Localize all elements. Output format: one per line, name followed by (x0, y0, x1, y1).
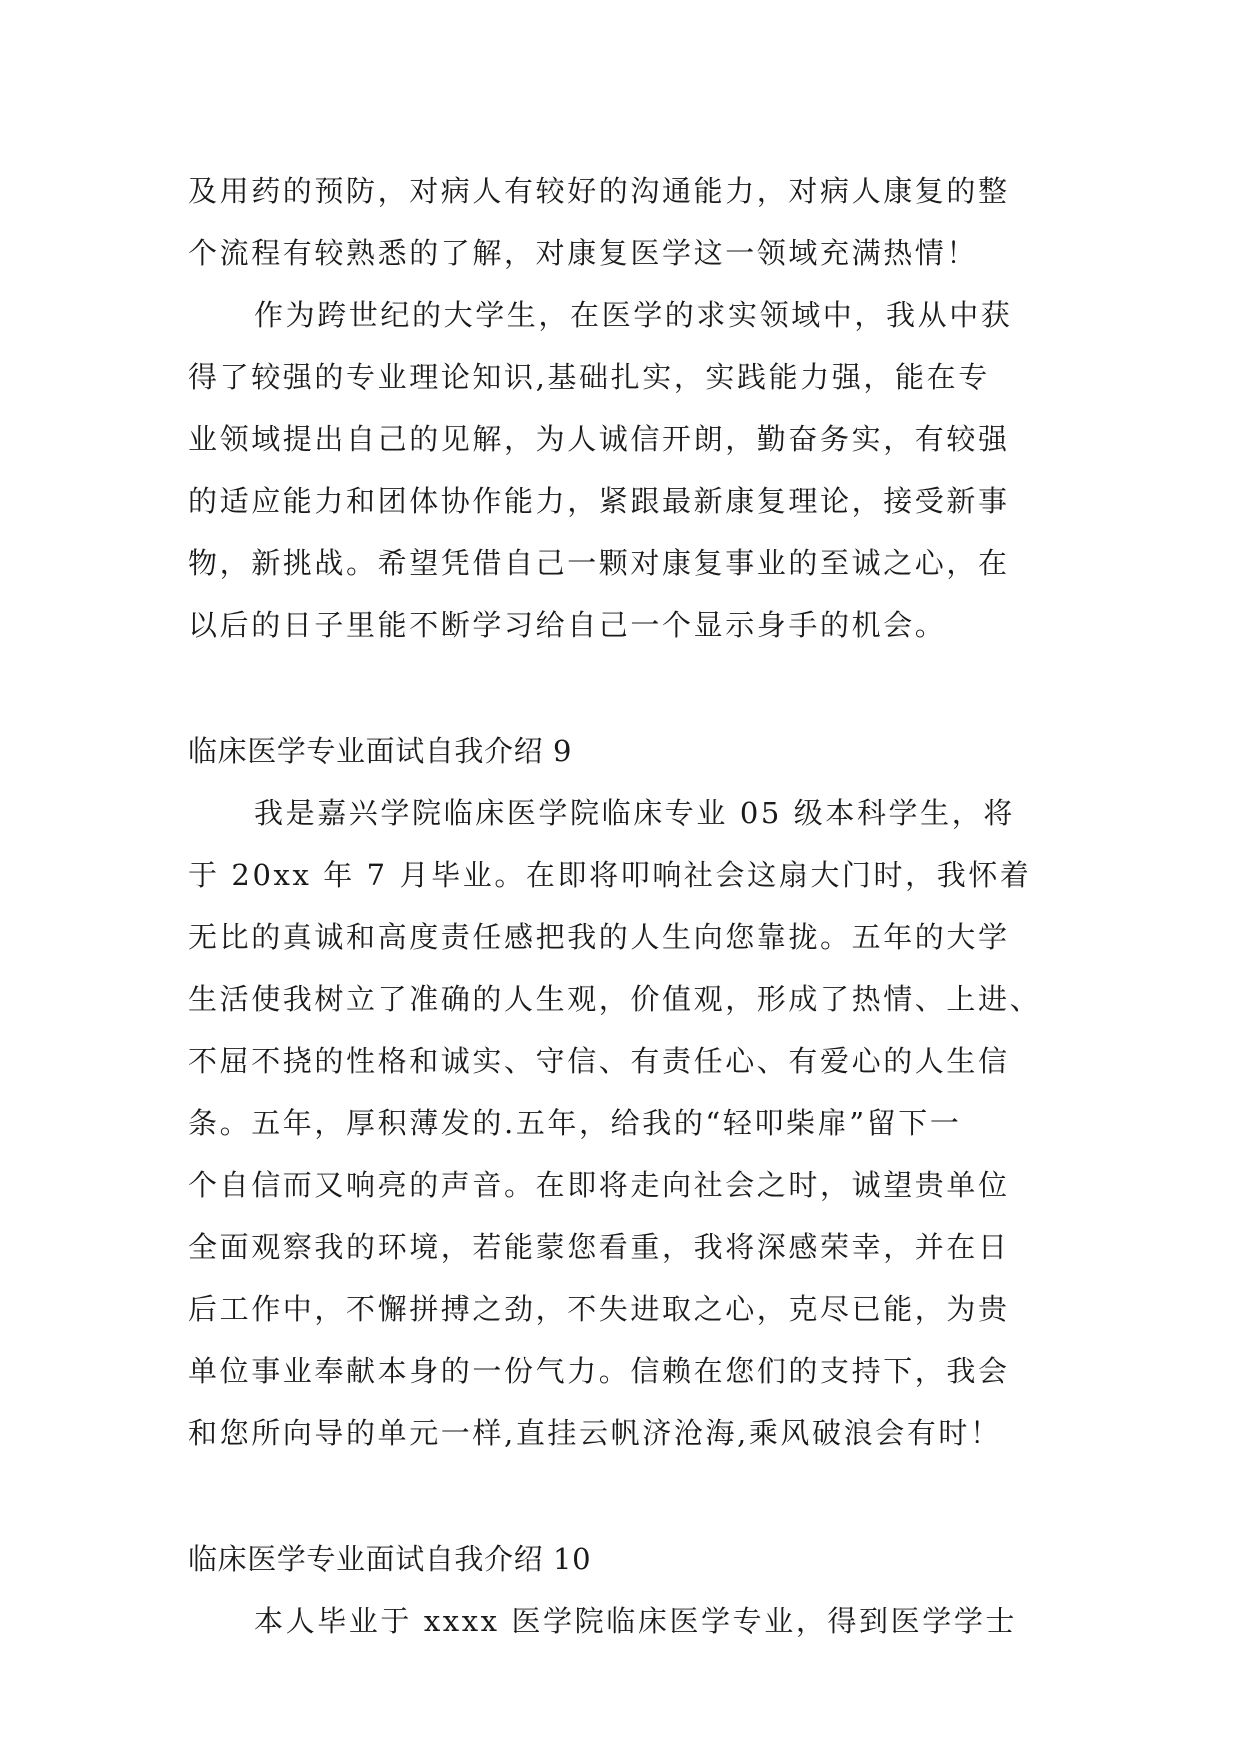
text-line: 物，新挑战。希望凭借自己一颗对康复事业的至诚之心，在 (188, 546, 1010, 580)
section-heading-10: 临床医学专业面试自我介绍 10 (188, 1542, 592, 1576)
text-line: 单位事业奉献本身的一份气力。信赖在您们的支持下，我会 (188, 1354, 1010, 1388)
text-line: 我是嘉兴学院临床医学院临床专业 05 级本科学生，将 (254, 796, 1015, 830)
text-line: 于 20xx 年 7 月毕业。在即将叩响社会这扇大门时，我怀着 (188, 858, 1032, 892)
text-line: 不屈不挠的性格和诚实、守信、有责任心、有爱心的人生信 (188, 1044, 1010, 1078)
text-line: 无比的真诚和高度责任感把我的人生向您靠拢。五年的大学 (188, 920, 1010, 954)
paragraph-introduction-10 (188, 1590, 1053, 1652)
text-line: 本人毕业于 xxxx 医学院临床医学专业，得到医学学士 (254, 1604, 1018, 1638)
text-line: 的适应能力和团体协作能力，紧跟最新康复理论，接受新事 (188, 484, 1010, 518)
text-line: 以后的日子里能不断学习给自己一个显示身手的机会。 (188, 608, 947, 642)
paragraph-continuation (188, 160, 1053, 284)
text-line: 及用药的预防，对病人有较好的沟通能力，对病人康复的整 (188, 174, 1010, 208)
text-line: 个流程有较熟悉的了解，对康复医学这一领域充满热情！ (188, 236, 979, 270)
text-line: 业领域提出自己的见解，为人诚信开朗，勤奋务实，有较强 (188, 422, 1010, 456)
text-line: 得了较强的专业理论知识,基础扎实，实践能力强，能在专 (188, 360, 990, 394)
text-line: 个自信而又响亮的声音。在即将走向社会之时，诚望贵单位 (188, 1168, 1010, 1202)
text-line: 条。五年，厚积薄发的.五年，给我的“轻叩柴扉”留下一 (188, 1106, 962, 1140)
paragraph-self-assessment (188, 284, 1053, 656)
text-line: 和您所向导的单元一样,直挂云帆济沧海,乘风破浪会有时！ (188, 1416, 1002, 1450)
section-gap (188, 656, 1053, 720)
section-gap (188, 1464, 1053, 1528)
text-line: 生活使我树立了准确的人生观，价值观，形成了热情、上进、 (188, 982, 1042, 1016)
text-line: 作为跨世纪的大学生，在医学的求实领域中，我从中获 (254, 298, 1013, 332)
section-heading-9: 临床医学专业面试自我介绍 9 (188, 734, 573, 768)
paragraph-introduction-9 (188, 782, 1053, 1464)
document-body (188, 160, 1053, 1652)
text-line: 全面观察我的环境，若能蒙您看重，我将深感荣幸，并在日 (188, 1230, 1010, 1264)
text-line: 后工作中，不懈拼搏之劲，不失进取之心，克尽已能，为贵 (188, 1292, 1010, 1326)
